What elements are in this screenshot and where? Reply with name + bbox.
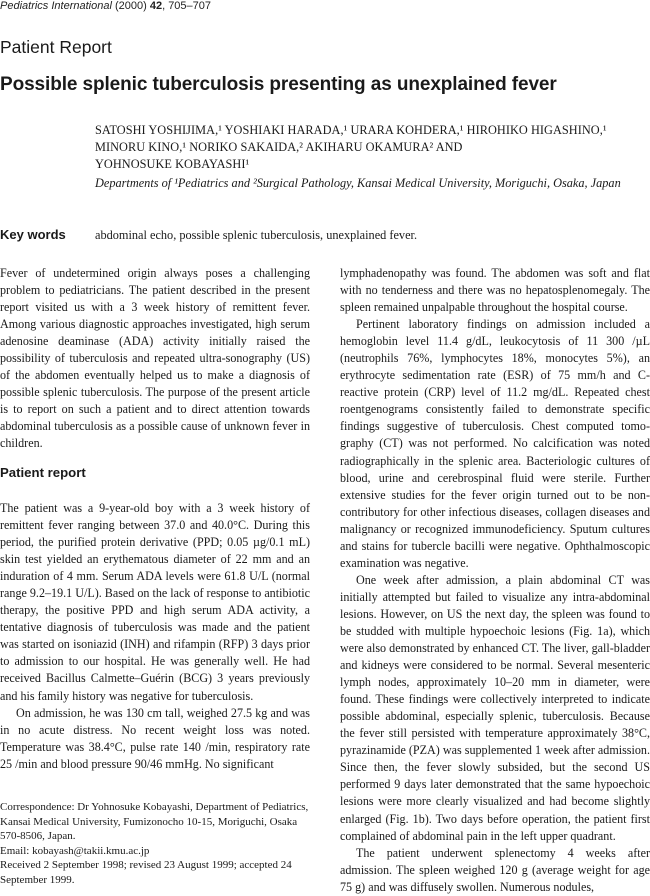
article-title: Possible splenic tuberculosis presenting as unexplained fever xyxy=(0,74,557,95)
body-paragraph: Pertinent laboratory findings on admission included a hemoglobin level 11.4 g/dL, leukocytosis of 11 300 /µL (neutrophils 76%, lymphocytes 18%, monocytes 5%), an erythrocyte sedimentation rate (ESR) of 75 mm/h and C-reactive protein (CRP) level of 11.2 mg/dL. Repeated chest roentgenograms consistently failed to demonstrate specific findings suggestive of tuberculosis. Chest computed tomo-graphy (CT) was not performed. No calcification was noted radiographically in the splenic area. Bacteriologic cultures of blood, urine and cerebrospinal fluid were sterile. Further extensive studies for the fever origin turned out to be non-contributory for other infectious diseases, collagen diseases and malignancy or recognized immunodeficiency. Sputum cultures and stains for tubercle bacilli were negative. Ophthalmoscopic examination was negative. xyxy=(340,317,650,570)
running-head xyxy=(0,0,211,12)
journal-pages: , 705–707 xyxy=(162,0,212,12)
abstract-paragraph: Fever of undetermined origin always poses a challenging problem to pediatricians. The patient described in the present report visited us with a 3 week history of remittent fever. Among various diagnostic approaches investigated, high serum adenosine deaminase (ADA) activity initially raised the possibility of tuberculosis and repeated ultra-sonography (US) of the abdomen eventually helped us to make a diagnosis of possible splenic tuberculosis. The purpose of the present article is to report on such a patient and to direct attention towards abdominal tuberculosis as a possible cause of unknown fever in children. xyxy=(0,266,310,451)
received-dates: Received 2 September 1998; revised 23 August 1999; accepted 24 September 1999. xyxy=(0,859,292,886)
right-column-body xyxy=(340,265,650,896)
keywords-label: Key words xyxy=(0,227,66,242)
body-paragraph: On admission, he was 130 cm tall, weighed 27.5 kg and was in no acute distress. No recent weight loss was noted. Temperature was 38.4°C, pulse rate 140 /min, respiratory rate 25 /min and blood pressure 90/46 mmHg. No significant xyxy=(0,705,310,771)
correspondence-footnote xyxy=(0,800,310,887)
body-paragraph: The patient was a 9-year-old boy with a 3 week history of remittent fever ranging between 37.0 and 40.0°C. During this period, the purified protein derivative (PPD; 0.05 µg/0.1 mL) skin test yielded an erythematous diameter of 22 mm and an induration of 4 mm. Serum ADA levels were 61.8 U/L (normal range 9.2–19.1 U/L). Based on the lack of response to antibiotic therapy, the positive PPD and high serum ADA activity, a tentative diagnosis of tuberculosis was made and the patient was started on isoniazid (INH) and rifampin (RFP) 3 days prior to admission to our hospital. He was generally well. He had received Bacillus Calmette–Guérin (BCG) 3 years previously and his family history was negative for tuberculosis. xyxy=(0,501,310,703)
body-paragraph: lymphadenopathy was found. The abdomen was soft and flat with no tenderness and there was no hepatosplenomegaly. The spleen remained unpalpable throughout the hospital course. xyxy=(340,266,650,315)
journal-volume: 42 xyxy=(149,0,163,12)
left-column-body xyxy=(0,500,310,773)
author-list xyxy=(95,122,650,173)
section-heading: Patient report xyxy=(0,465,86,480)
body-paragraph: One week after admission, a plain abdominal CT was initially attempted but failed to visualize any intra-abdominal lesions. However, on US the next day, the spleen was found to be studded with multiple hypoechoic lesions (Fig. 1a), which were also demonstrated by enhanced CT. The liver, gall-bladder and kidneys were considered to be normal. Several mesenteric lymph nodes, approximately 10–20 mm in diameter, were found. These findings were collectively interpreted to indicate possible abdominal, especially splenic, tuberculosis. Because the fever still persisted with temperature approximately 38°C, pyrazinamide (PZA) was supplemented 1 week after admission. Since then, the fever slowly subsided, but the second US performed 9 days later demonstrated that the same hypoechoic lesions were more clearly visualized and had become slightly enlarged (Fig. 1b). Two days before operation, the patient first complained of abdominal pain in the left upper quadrant. xyxy=(340,572,650,843)
author-line: YOHNOSUKE KOBAYASHI¹ xyxy=(95,157,250,171)
author-line: MINORU KINO,¹ NORIKO SAKAIDA,² AKIHARU OKAMURA² AND xyxy=(95,140,463,154)
correspondence-email: Email: kobayash@takii.kmu.ac.jp xyxy=(0,844,150,857)
abstract xyxy=(0,265,310,453)
journal-year: (2000) xyxy=(111,0,150,12)
body-paragraph: The patient underwent splenectomy 4 weeks after admission. The spleen weighed 120 g (average weight for age 75 g) and was diffusely swollen. Numerous nodules, xyxy=(340,845,650,894)
journal-name: Pediatrics International xyxy=(0,0,112,12)
author-line: SATOSHI YOSHIJIMA,¹ YOSHIAKI HARADA,¹ URARA KOHDERA,¹ HIROHIKO HIGASHINO,¹ xyxy=(95,123,607,137)
affiliation: Departments of ¹Pediatrics and ²Surgical Pathology, Kansai Medical University, Moriguchi, Osaka, Japan xyxy=(95,176,621,190)
correspondence-address: Correspondence: Dr Yohnosuke Kobayashi, Department of Pediatrics, Kansai Medical University, Fumizonocho 10-15, Moriguchi, Osaka 570-8506, Japan. xyxy=(0,801,309,842)
keywords-text: abdominal echo, possible splenic tuberculosis, unexplained fever. xyxy=(95,228,418,242)
article-type: Patient Report xyxy=(0,37,112,57)
